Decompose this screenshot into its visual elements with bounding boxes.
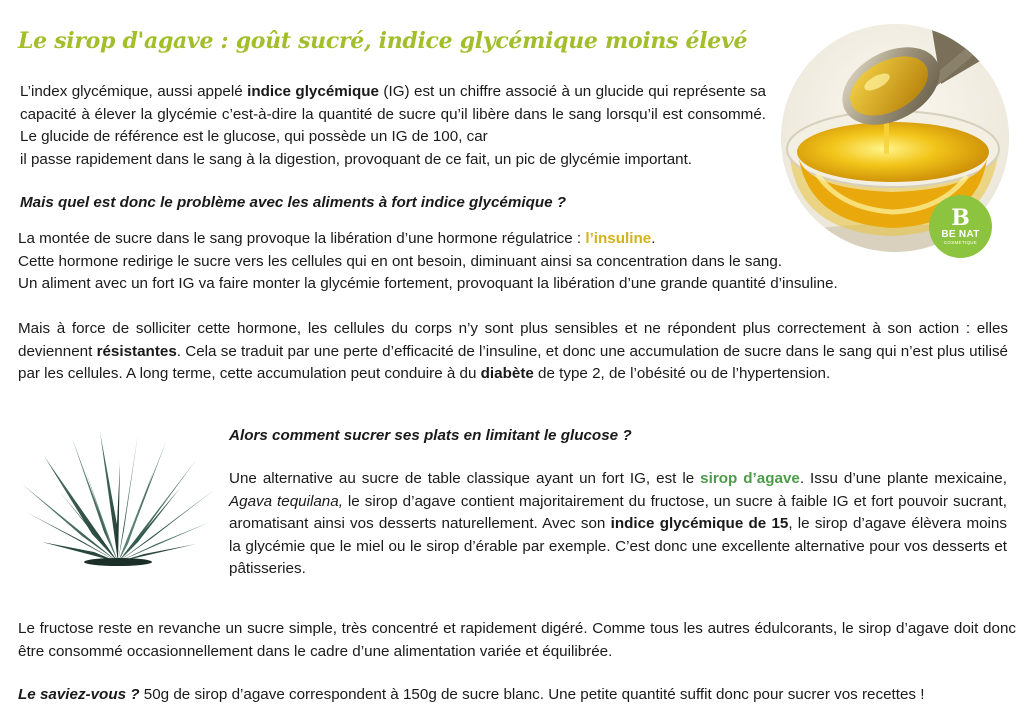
agave-alternative-paragraph <box>229 468 1007 581</box>
resistant-term: résistantes <box>96 342 177 360</box>
intro-text: L’index glycémique, aussi appelé <box>20 83 248 100</box>
alternative-text: Une alternative au sucre de table classique ayant un fort IG, est le <box>229 470 701 487</box>
agave-plant-illustration <box>20 432 216 566</box>
glycemic-index-term: indice glycémique <box>247 83 379 100</box>
agave-species-name: Agava tequilana, <box>229 492 343 510</box>
glycemic-index-value: indice glycémique de 15 <box>610 515 789 533</box>
insulin-line-1 <box>18 228 918 251</box>
insulin-highlight: l’insuline <box>585 230 652 247</box>
alternative-text: le sirop d’agave contient majoritairement du fructose, un sucre à faible IG et fort pouvoir sucrant, aromatisant ainsi vos desserts naturellement. Avec son <box>229 492 1007 533</box>
did-you-know-label: Le saviez-vous ? <box>18 686 140 703</box>
alternative-text: , le sirop d’agave élèvera moins la glycémie que le miel ou le sirop d’érable par exemple. C’est donc une excellente alternative pour vos desserts et pâtisseries. <box>229 515 1007 578</box>
logo-subtitle: COSMETIQUE <box>943 240 978 245</box>
intro-text: il passe rapidement dans le sang à la digestion, provoquant de ce fait, un pic de glycémie important. <box>20 150 693 168</box>
logo-wordmark: BE NAT <box>941 229 980 240</box>
insulin-paragraph <box>18 228 918 296</box>
resistance-text: . Cela se traduit par une perte d’efficacité de l’insuline, et donc une accumulation de sucre dans le sang qui n’est plus utilisé par les cellules. A long terme, cette accumulation peut conduire à du <box>18 342 1008 383</box>
insulin-text: La montée de sucre dans le sang provoque la libération d’une hormone régulatrice : <box>18 230 586 247</box>
did-you-know-paragraph <box>18 684 924 707</box>
logo-mark: B <box>951 205 970 231</box>
agave-syrup-highlight: sirop d’agave <box>700 470 800 487</box>
resistance-text: Mais à force de solliciter cette hormone, les cellules du corps n’y sont plus sensibles et ne répondent plus correctement à son action : elles deviennent <box>18 320 1008 360</box>
insulin-line-3: Un aliment avec un fort IG va faire monter la glycémie fortement, provoquant la libération d’une grande quantité d’insuline. <box>18 275 838 293</box>
question-high-gi-problem: Mais quel est donc le problème avec les aliments à fort indice glycémique ? <box>20 194 567 211</box>
resistance-paragraph <box>18 318 1008 386</box>
insulin-line-2: Cette hormone redirige le sucre vers les cellules qui en ont besoin, diminuant ainsi sa concentration dans le sang. <box>18 252 783 270</box>
intro-text: (IG) est un chiffre associé à un glucide qui représente sa capacité à élever la glycémie c’est-à-dire la quantité de sucre qu’il libère dans le sang lorsqu’il est consommé. Le glucide de référence est le glucose, qui possède un IG de 100, car <box>20 83 766 146</box>
fructose-paragraph: Le fructose reste en revanche un sucre simple, très concentré et rapidement digéré. Comme tous les autres édulcorants, le sirop d’agave doit donc être consommé occasionnellement dans le cadre d’une alimentation variée et équilibrée. <box>18 620 1016 660</box>
resistance-text: de type 2, de l’obésité ou de l’hypertension. <box>533 365 831 383</box>
intro-paragraph <box>20 81 766 171</box>
question-limit-glucose: Alors comment sucrer ses plats en limitant le glucose ? <box>229 427 632 444</box>
page-title: Le sirop d'agave : goût sucré, indice glycémique moins élevé <box>18 28 748 54</box>
did-you-know-text: 50g de sirop d’agave correspondent à 150g de sucre blanc. Une petite quantité suffit donc pour sucrer vos recettes ! <box>139 686 925 703</box>
be-nat-logo <box>929 195 992 258</box>
diabetes-term: diabète <box>480 365 534 383</box>
alternative-text: . Issu d’une plante mexicaine, <box>799 470 1007 487</box>
insulin-text: . <box>651 230 656 247</box>
